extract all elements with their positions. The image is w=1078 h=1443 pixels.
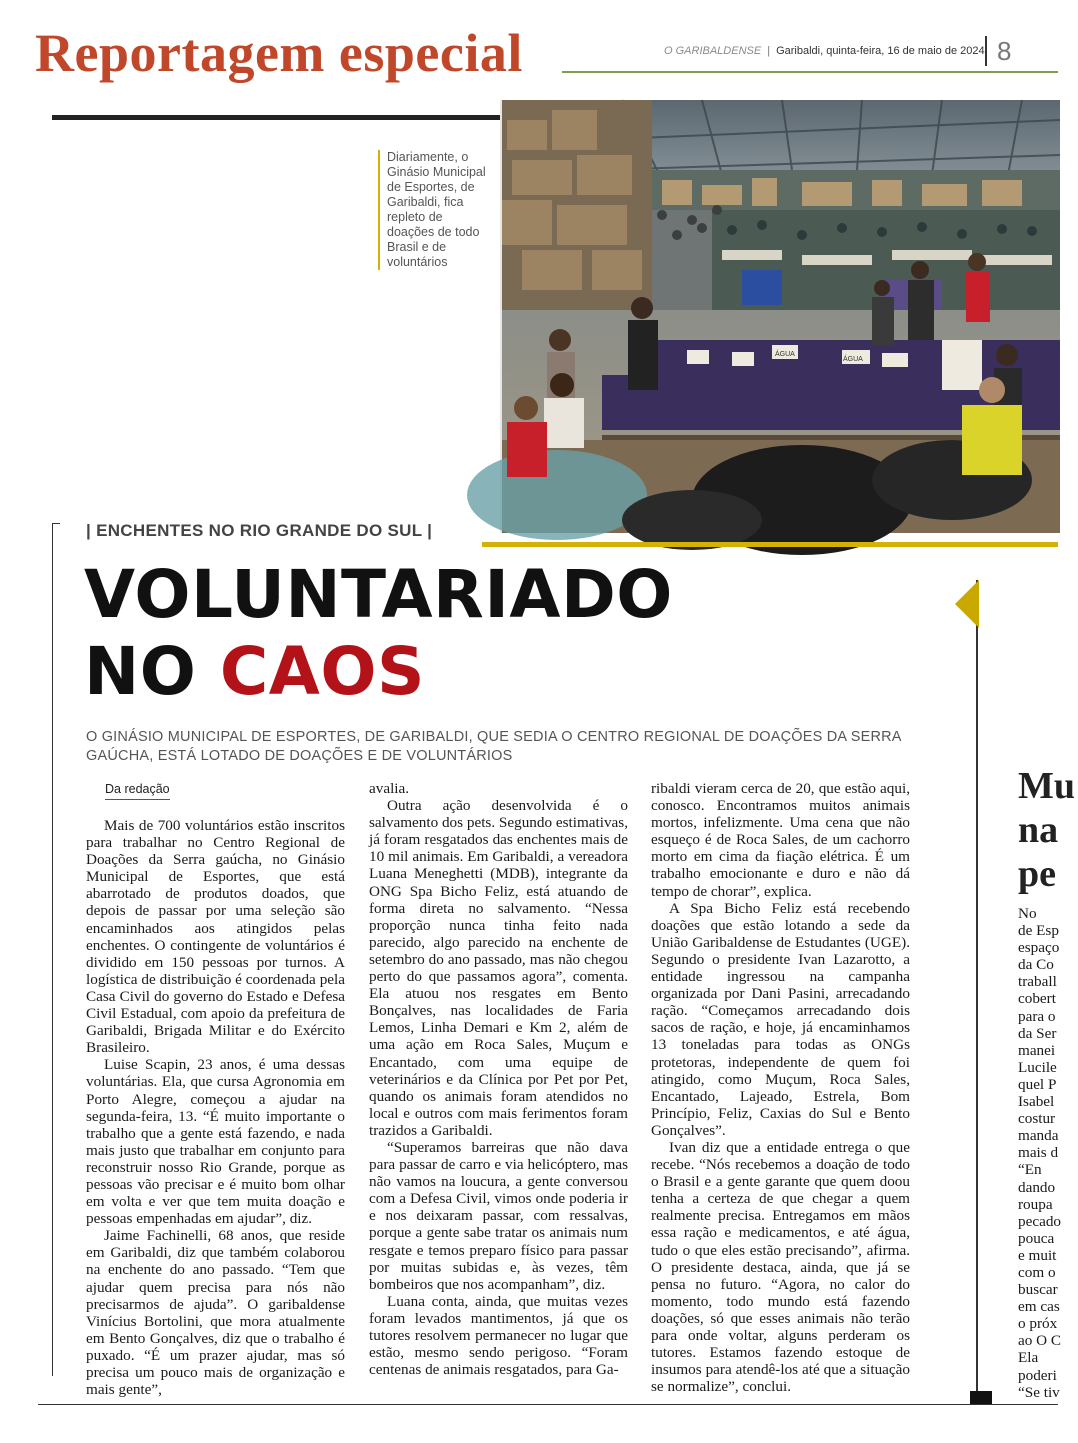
sidebar-text-line: pecado [1018, 1212, 1062, 1230]
article-column-2 [369, 780, 628, 1378]
headline-highlight: CAOS [219, 633, 425, 710]
sidebar-text-line: cobert [1018, 990, 1056, 1008]
paragraph: Jaime Fachinelli, 68 anos, que reside em Garibaldi, diz que também colaborou na enchente do ano passado. “Tem que ajudar quem precisa para nós não precisarmos de ajuda”. O garibaldense Vinícius Bortolini, que mora atualmente em Bento Gonçalves, diz que o trabalho é puxado. “É um prazer ajudar, mas só precisa um pouco mais de organização e mais gente”, [86, 1227, 345, 1399]
masthead [664, 45, 985, 57]
bottom-rule [38, 1404, 1058, 1405]
sidebar-arrow-icon [955, 580, 979, 628]
sidebar-text-line: Isabel [1018, 1093, 1055, 1111]
sidebar-text-line: com o [1018, 1263, 1056, 1281]
sidebar-headline [1018, 764, 1075, 896]
sidebar-text-line: Lucile [1018, 1058, 1057, 1076]
sidebar-text-line: traball [1018, 973, 1057, 991]
sidebar-text-line: No [1018, 905, 1037, 922]
masthead-separator: | [767, 45, 771, 57]
sidebar-text-line: “En [1018, 1161, 1042, 1179]
sidebar-text-line: buscar [1018, 1281, 1058, 1299]
sidebar-rule [976, 580, 978, 1392]
header-rule [562, 71, 1058, 73]
article-bracket [52, 523, 60, 1376]
water-box-label-2: ÁGUA [843, 356, 863, 363]
sidebar-text-line: ao O C [1018, 1332, 1062, 1350]
sidebar-text-line: quel P [1018, 1075, 1057, 1093]
sidebar-text-line: dando [1018, 1178, 1056, 1196]
photo-accent-rule [482, 542, 1058, 547]
sidebar-headline-line: Mu [1018, 765, 1075, 807]
headline-line-1: VOLUNTARIADO [84, 556, 673, 633]
sidebar-text [1018, 905, 1078, 1401]
section-rule [52, 115, 512, 120]
deck: O GINÁSIO MUNICIPAL DE ESPORTES, DE GARIBALDI, QUE SEDIA O CENTRO REGIONAL DE DOAÇÕES DA SERRA GAÚCHA, ESTÁ LOTADO DE DOAÇÕES E DE VOLUNTÁRIOS [86, 729, 901, 764]
headline-line-2-prefix: NO [84, 633, 220, 710]
gymnasium-photo [500, 100, 1060, 533]
photo-caption: Diariamente, o Ginásio Municipal de Esportes, de Garibaldi, fica repleto de doações de todo Brasil e de voluntários [378, 150, 487, 270]
sidebar-text-line: manda [1018, 1127, 1059, 1145]
byline: Da redação [105, 782, 170, 800]
paragraph: Ivan diz que a entidade entrega o que recebe. “Nós recebemos a doação de todo o Brasil e a gente garante que quem doou tenha a certeza de que chegar a quem realmente precisa. Entregamos em mãos essa ração e medicamentos, e até água, tudo o que eles estão precisando”, afirma. O presidente destaca, ainda, que já se pensa no futuro. “Agora, no calor do momento, todo mundo está fazendo doações, só que esses animais não terão para onde voltar, alguns perderam os tutores. Estamos fazendo estoque de insumos para atendê-los até que a situação se normalize”, conclui. [651, 1138, 910, 1396]
newspaper-name: O GARIBALDENSE [664, 45, 762, 57]
paragraph: Luise Scapin, 23 anos, é uma dessas voluntárias. Ela, que cursa Agronomia em Porto Alegre, começou a ajudar na segunda-feira, 13. “É muito importante o trabalho que a gente está fazendo, e nada mais justo que trabalhar em conjunto para reconstruir nosso Rio Grande, porque as pessoas vão precisar e é muito bom olhar em volta e ver que tem muita doação e pessoas empenhadas em ajudar”, diz. [86, 1056, 345, 1228]
sidebar-text-line: e muit [1018, 1246, 1057, 1264]
sidebar-text-line: mais d [1018, 1144, 1059, 1162]
end-of-article-mark [970, 1391, 992, 1404]
paragraph: “Superamos barreiras que não dava para passar de carro e via helicóptero, mas não vamos na loucura, a gente conversou com a Defesa Civil, vimos onde poderia ir e nos deixaram passar, com ressalvas, porque a gente sabe tratar os animais num resgate e temos preparo físico para passar por muitas subidas e, às vezes, têm bombeiros que nos acompanham”, diz. [369, 1138, 628, 1293]
paragraph: avalia. [369, 780, 410, 797]
paragraph: Luana conta, ainda, que muitas vezes foram levados mantimentos, já que os tutores resolvem permanecer no lugar que estão, mesmo sendo perigoso. “Foram centenas de animais resgatados, para Ga- [369, 1292, 628, 1379]
sidebar-headline-line: na [1018, 809, 1059, 851]
section-title: Reportagem especial [35, 23, 523, 83]
sidebar-text-line: o próx [1018, 1315, 1058, 1333]
headline [84, 556, 673, 710]
sidebar-headline-line: pe [1018, 853, 1056, 895]
sidebar-text-line: poderi [1018, 1366, 1057, 1384]
page-number: 8 [985, 36, 1011, 66]
sidebar-text-line: roupa [1018, 1195, 1053, 1213]
sidebar-text-line: para o [1018, 1007, 1056, 1025]
sidebar-text-line: Ela [1018, 1349, 1039, 1367]
paragraph: A Spa Bicho Feliz está recebendo doações que estão lotando a sede da União Garibaldense de Estudantes (UGE). Segundo o presidente Ivan Lazarotto, a entidade ingressou na campanha organizada por Dani Pasini, arrecadando ração. “Começamos arrecadando dois sacos de ração, e hoje, já encaminhamos 13 toneladas para todas as ONGs protetoras, independente de quem foi atingido, como Muçum, Roca Sales, Encantado, Lajeado, Estrela, Bom Princípio, Feliz, Caxias do Sul e Bento Gonçalves”. [651, 899, 910, 1139]
article-column-3 [651, 780, 910, 1395]
dateline: Garibaldi, quinta-feira, 16 de maio de 2024 [776, 45, 985, 57]
sidebar-text-line: costur [1018, 1110, 1056, 1128]
kicker: | ENCHENTES NO RIO GRANDE DO SUL | [86, 521, 433, 540]
sidebar-text-line: da Ser [1018, 1024, 1057, 1042]
sidebar-text-line: em cas [1018, 1298, 1060, 1316]
sidebar-text-line: manei [1018, 1041, 1056, 1059]
paragraph: Outra ação desenvolvida é o salvamento dos pets. Segundo estimativas, já foram resgatados das enchentes mais de 10 mil animais. Em Garibaldi, a vereadora Luana Meneghetti (MDB), integrante da ONG Spa Bicho Feliz, está atuando de forma direta no salvamento. “Nessa proporção nunca tinha feito nada parecido, algo parecido na enchente de setembro do ano passado, mas não chegou perto do que passamos agora”, comenta. Ela atuou nos resgates em Bento Bonçalves, nas localidades de Faria Lemos, Linha Demari e Km 2, além de uma ação em Roca Sales, Muçum e Encantado, com uma equipe de veterinários e da Clínica por Pet por Pet, quando os animais foram atendidos no local e outros com mais ferimentos foram trazidos a Garibaldi. [369, 797, 628, 1139]
paragraph: ribaldi vieram cerca de 20, que estão aqui, conosco. Encontramos muitos animais mortos, infelizmente. Uma cena que não esqueço é de Roca Sales, de um cachorro morto em cima da fiação elétrica. É um trabalho emocionante e duro e não dá tempo de chorar”, explica. [651, 780, 910, 900]
sidebar-text-line: da Co [1018, 956, 1054, 974]
sidebar-text-line: espaço [1018, 939, 1060, 957]
water-box-label-1: ÁGUA [775, 351, 795, 358]
sidebar-text-line: pouca [1018, 1229, 1055, 1247]
article-column-1 [86, 817, 345, 1398]
sidebar-text-line: “Se tiv [1018, 1383, 1060, 1401]
paragraph: Mais de 700 voluntários estão inscritos para trabalhar no Centro Regional de Doações da Serra gaúcha, no Ginásio Municipal de Esportes, que está abarrotado de produtos doados, que depois de passar por uma seleção são encaminhados aos atingidos pelas enchentes. O contingente de voluntários é dividido em 150 pessoas por turnos. A logística de distribuição é coordenada pela Casa Civil do governo do Estado e Defesa Civil Estadual, com apoio da prefeitura de Garibaldi, Brigada Militar e do Exército Brasileiro. [86, 817, 345, 1057]
sidebar-text-line: de Esp [1018, 922, 1059, 940]
